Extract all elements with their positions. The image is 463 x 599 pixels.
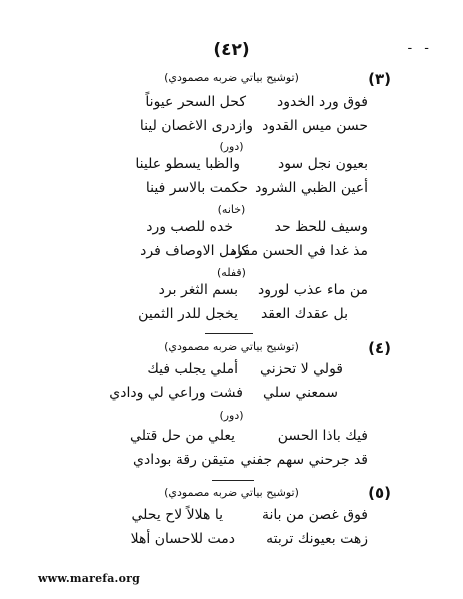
- section-number: (٣): [368, 70, 391, 88]
- verse-line: [0, 385, 463, 405]
- verse-hemistich-left: وسيف للحظ حد: [274, 219, 368, 235]
- corner-mark: - -: [407, 41, 433, 56]
- verse-hemistich-left: فيك باذا الحسن: [277, 428, 368, 444]
- verse-hemistich-left: من ماء عذب لورود: [258, 282, 368, 298]
- verse-line: [0, 361, 463, 381]
- verse-hemistich-left: أعين الظبي الشرود: [255, 180, 368, 196]
- verse-line: [0, 118, 463, 138]
- verse-hemistich-right: بسم الثغر برد: [158, 282, 238, 298]
- verse-hemistich-left: زهت بعيونك تربته: [266, 531, 368, 547]
- verse-hemistich-right: متيقن رقة بودادي: [133, 452, 235, 468]
- verse-line: [0, 243, 463, 263]
- section-heading: (توشيح بياتي ضربه مصمودي): [164, 486, 299, 499]
- section-number: (٥): [368, 484, 391, 502]
- verse-line: [0, 180, 463, 200]
- verse-hemistich-left: سمعني سلي: [263, 385, 338, 401]
- verse-hemistich-right: فشت وراعي لي ودادي: [109, 385, 243, 401]
- verse-line: [0, 94, 463, 114]
- subsection-label: (دور): [219, 140, 244, 153]
- subsection-label: (دور): [219, 409, 244, 422]
- section-divider: [205, 333, 253, 334]
- verse-hemistich-right: كامل الاوصاف فرد: [140, 243, 248, 259]
- verse-hemistich-right: حكمت بالاسر فينا: [145, 180, 248, 196]
- verse-line: [0, 306, 463, 326]
- section-divider: [212, 480, 254, 481]
- verse-hemistich-right: يا هلالاً لاح يحلي: [131, 507, 223, 523]
- verse-line: [0, 452, 463, 472]
- section-number: (٤): [368, 339, 391, 357]
- verse-line: [0, 531, 463, 551]
- verse-line: [0, 428, 463, 448]
- section-heading: (توشيح بياتي ضربه مصمودي): [164, 340, 299, 353]
- verse-hemistich-left: حسن ميس القدود: [262, 118, 368, 134]
- verse-hemistich-left: قد جرحني سهم جفني: [240, 452, 368, 468]
- verse-hemistich-right: يعلي من حل قتلي: [130, 428, 235, 444]
- verse-hemistich-left: قولي لا تحزني: [260, 361, 343, 377]
- verse-hemistich-left: بعيون نجل سود: [277, 156, 368, 172]
- source-url: www.marefa.org: [38, 572, 141, 585]
- verse-hemistich-right: كحل السحر عيوناً: [145, 94, 246, 110]
- verse-hemistich-left: بل عقدك العقد: [260, 306, 348, 322]
- verse-line: [0, 507, 463, 527]
- verse-hemistich-right: خده للصب ورد: [146, 219, 233, 235]
- verse-line: [0, 282, 463, 302]
- verse-hemistich-right: وازدرى الاغصان لينا: [139, 118, 253, 134]
- verse-hemistich-right: أملي يجلب فيك: [147, 361, 238, 377]
- verse-hemistich-right: يخجل للدر الثمين: [138, 306, 238, 322]
- verse-hemistich-left: مذ غدا في الحسن مفرد: [229, 243, 368, 259]
- subsection-label: (خانه): [217, 203, 246, 216]
- section-heading: (توشيح بياتي ضربه مصمودي): [164, 71, 299, 84]
- verse-hemistich-left: فوق ورد الخدود: [277, 94, 368, 110]
- verse-line: [0, 219, 463, 239]
- page-number: (٤٢): [213, 40, 250, 60]
- verse-hemistich-right: دمت للاحسان أهلا: [130, 531, 235, 547]
- verse-hemistich-left: فوق غصن من بانة: [262, 507, 368, 523]
- verse-hemistich-right: والظبا يسطو علينا: [135, 156, 240, 172]
- verse-line: [0, 156, 463, 176]
- subsection-label: (قفله): [217, 266, 246, 279]
